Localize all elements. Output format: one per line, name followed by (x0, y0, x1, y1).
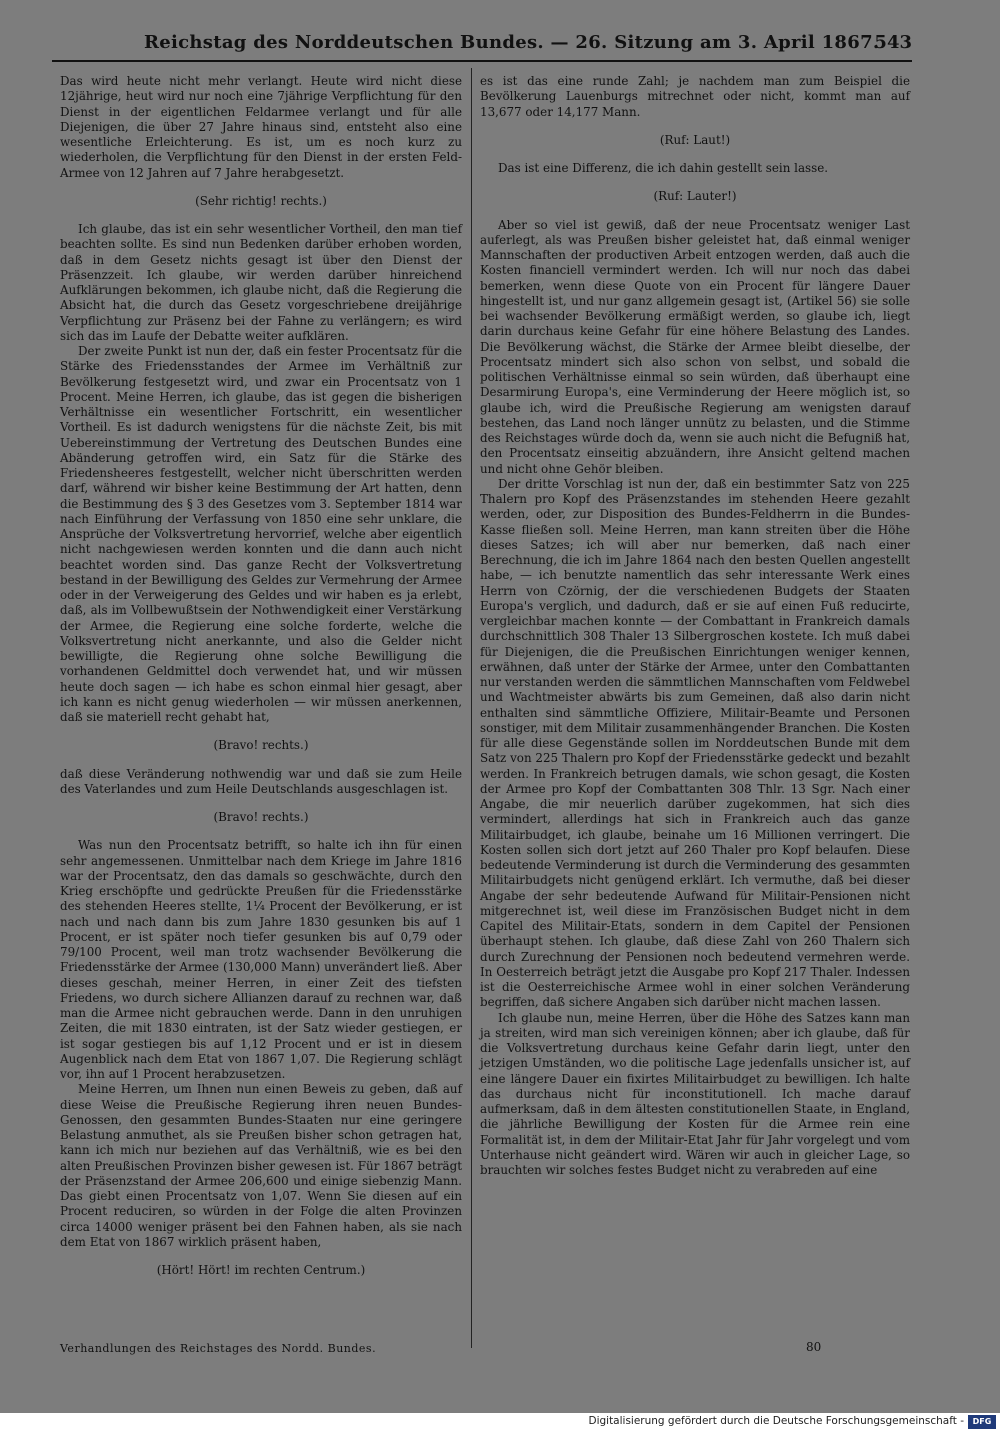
paragraph: Meine Herren, um Ihnen nun einen Beweis zu geben, daß auf diese Weise die Preußische Regierung ihren neuen Bundes-Genossen, den gesammten Bundes-Staaten nur eine geringere Belastung anmuthet, als sie Preußen bisher schon getragen hat, kann ich mich nur beziehen auf das Verhältniß, wie es bei den alten Preußischen Provinzen bisher gewesen ist. Für 1867 beträgt der Präsenzstand der Armee 206,600 und einige siebenzig Mann. Das giebt einen Procentsatz von 1,07. Wenn Sie diesen auf ein Procent reduciren, so würden in der Folge die alten Provinzen circa 14000 weniger präsent bei den Fahnen haben, als sie nach dem Etat von 1867 wirklich präsent haben, (60, 1082, 462, 1249)
paragraph: daß diese Veränderung nothwendig war und daß sie zum Heile des Vaterlandes und zum Heile Deutschlands ausgeschlagen ist. (60, 766, 462, 796)
paragraph: Das wird heute nicht mehr verlangt. Heute wird nicht diese 12jährige, heut wird nur noch eine 7jährige Verpflichtung für den Dienst in der eigentlichen Feldarmee verlangt und für alle Diejenigen, die über 27 Jahre hinaus sind, entsteht also eine wesentliche Erleichterung. Es ist, um es noch kurz zu wiederholen, die Verpflichtung für den Dienst in der ersten Feld-Armee von 12 Jahren auf 7 Jahre herabgesetzt. (60, 74, 462, 180)
paragraph: Der zweite Punkt ist nun der, daß ein fester Procentsatz für die Stärke des Friedensstandes der Armee im Verhältniß zur Bevölkerung festgesetzt wird, und zwar ein Procentsatz von 1 Procent. Meine Herren, ich glaube, das ist gegen die bisherigen Verhältnisse ein wesentlicher Fortschritt, ein wesentlicher Vortheil. Es ist dadurch wenigstens für die nächste Zeit, bis mit Uebereinstimmung der Vertretung des Deutschen Bundes eine Abänderung getroffen wird, ein Satz für die Stärke des Friedensheeres festgestellt, welcher nicht überschritten werden darf, während wir bisher keine Bestimmung der Art hatten, denn die Bestimmung des § 3 des Gesetzes vom 3. September 1814 war nach Einführung der Verfassung von 1850 eine sehr unklare, die Ansprüche der Volksvertretung hervorrief, welche aber eigentlich nicht nachgewiesen werden konnten und die dann auch nicht beachtet worden sind. Das ganze Recht der Volksvertretung bestand in der Bewilligung des Geldes zur Vermehrung der Armee oder in der Verweigerung des Geldes und wir haben es ja erlebt, daß, als im Vollbewußtsein der Nothwendigkeit einer Verstärkung der Armee, die Regierung eine solche forderte, welche die Volksvertretung nicht anerkannte, und also die Gelder nicht bewilligte, die Regierung ohne solche Bewilligung die vorhandenen Geldmittel doch verwendet hat, und wir müssen heute doch sagen — ich habe es schon einmal hier gesagt, aber ich kann es nicht genug wiederholen — wir müssen anerkennen, daß sie materiell recht gehabt hat, (60, 344, 462, 724)
header-title: Reichstag des Norddeutschen Bundes. — 26. Sitzung am 3. April 1867. (144, 32, 880, 53)
right-column (480, 74, 910, 1178)
running-header (52, 30, 912, 64)
interjection: (Hört! Hört! im rechten Centrum.) (156, 1263, 366, 1277)
dfg-credit-bar (0, 1413, 1000, 1432)
interjection: (Bravo! rechts.) (213, 738, 309, 753)
footer-signature: 80 (806, 1340, 822, 1354)
paragraph: Aber so viel ist gewiß, daß der neue Procentsatz weniger Last auferlegt, als was Preußen bisher geleistet hat, daß einmal weniger Mannschaften der productiven Arbeit entzogen werden, daß auch die Kosten financiell vermindert werden. Ich will nur noch das dabei bemerken, wenn diese Quote von ein Procent für längere Dauer hingestellt ist, und nur ganz allgemein gesagt ist, (Artikel 56) sie solle bei wachsender Bevölkerung ermäßigt werden, so glaube ich, liegt darin durchaus keine Gefahr für eine höhere Belastung des Landes. Die Bevölkerung wächst, die Stärke der Armee bleibt dieselbe, der Procentsatz mindert sich also schon von selbst, und sobald die politischen Verhältnisse einmal so sein würden, daß überhaupt eine Desarmirung Europa's, eine Verminderung der Heere möglich ist, so glaube ich, wird die Preußische Regierung am wenigsten darauf bestehen, das Land noch länger unnütz zu belasten, und die Stimme des Reichstages würde doch da, wenn sie auch nicht die Befugniß hat, den Procentsatz einseitig abzuändern, ihre Ansicht geltend machen und nicht ohne Gehör bleiben. (480, 217, 910, 476)
left-column (60, 74, 462, 1291)
paragraph: Das ist eine Differenz, die ich dahin gestellt sein lasse. (498, 161, 829, 175)
interjection: (Ruf: Laut!) (659, 132, 731, 147)
interjection: (Bravo! rechts.) (213, 810, 309, 824)
paragraph: Ich glaube nun, meine Herren, über die Höhe des Satzes kann man ja streiten, wird man sich vereinigen können; aber ich glaube, daß für die Volksvertretung durchaus keine Gefahr darin liegt, unter den jetzigen Umständen, wo die politische Lage jedenfalls unsicher ist, auf eine längere Dauer ein fixirtes Militairbudget zu bewilligen. Ich halte das durchaus nicht für inconstitutionell. Ich mache darauf aufmerksam, daß in dem ältesten constitutionellen Staate, in England, die jährliche Bewilligung der Kosten für die Armee rein eine Formalität ist, in dem der Militair-Etat Jahr für Jahr vorgelegt und vom Unterhause nicht geändert wird. Wären wir auch in gleicher Lage, so brauchten wir solches festes Budget nicht zu verabreden auf eine (480, 1010, 910, 1177)
column-divider (471, 68, 472, 1348)
interjection: (Sehr richtig! rechts.) (195, 193, 327, 208)
paragraph: Ich glaube, das ist ein sehr wesentlicher Vortheil, den man tief beachten sollte. Es sind nun Bedenken darüber erhoben worden, daß in dem Gesetz nichts gesagt ist über den Dienst der Präsenzzeit. Ich glaube, wir werden darüber hinreichend Aufklärungen bekommen, ich glaube nicht, daß die Regierung die Absicht hat, die durch das Gesetz vorgeschriebene dreijährige Verpflichtung zur Präsenz bei der Fahne zu verlängern; es wird sich das im Laufe der Debatte weiter aufklären. (60, 222, 462, 343)
interjection: (Ruf: Lauter!) (653, 189, 737, 204)
header-rule (52, 60, 912, 62)
paragraph: Der dritte Vorschlag ist nun der, daß ein bestimmter Satz von 225 Thalern pro Kopf des Präsenzstandes im stehenden Heere gezahlt werden, oder, zur Disposition des Bundes-Feldherrn in die Bundes-Kasse fließen soll. Meine Herren, man kann streiten über die Höhe dieses Satzes; ich will aber nur bemerken, daß nach einer Berechnung, die ich im Jahre 1864 nach den besten Quellen angestellt habe, — ich benutzte namentlich das sehr interessante Werk eines Herrn von Czörnig, der die verschiedenen Budgets der Staaten Europa's verglich, und dadurch, daß er sie auf einen Fuß reducirte, vergleichbar machen konnte — der Combattant in Frankreich damals durchschnittlich 308 Thaler 13 Silbergroschen kostete. Ich muß dabei für Diejenigen, die die Preußischen Einrichtungen weniger kennen, erwähnen, daß unter der Stärke der Armee, unter den Combattanten nur verstanden werden die sämmtlichen Mannschaften vom Feldwebel und Wachtmeister abwärts bis zum Gemeinen, daß also darin nicht enthalten sind sämmtliche Offiziere, Militair-Beamte und Personen sonstiger, mit dem Militair zusammenhängender Branchen. Die Kosten für alle diese Gegenstände sollen im Norddeutschen Bunde mit dem Satz von 225 Thalern pro Kopf der Friedensstärke gedeckt und bezahlt werden. In Frankreich betrugen damals, wie schon gesagt, die Kosten der Armee pro Kopf der Combattanten 308 Thlr. 13 Sgr. Nach einer Angabe, die mir neuerlich darüber zugekommen, hat sich dies vermindert, allerdings hat sich in Frankreich auch das ganze Militairbudget, ich glaube, beinahe um 16 Millionen verringert. Die Kosten sollen sich dort jetzt auf 260 Thaler pro Kopf belaufen. Diese bedeutende Verminderung ist durch die Verminderung des gesammten Militairbudgets nicht genügend erklärt. Ich vermuthe, daß bei dieser Angabe der sehr bedeutende Aufwand für Militair-Pensionen nicht mitgerechnet ist, weil diese im Französischen Budget nicht in dem Capitel des Militair-Etats, sondern in dem Capitel der Pensionen überhaupt stehen. Ich glaube, daß diese Zahl von 260 Thalern sich durch Zurechnung der Pensionen noch bedeutend vermehren werde. In Oesterreich beträgt jetzt die Ausgabe pro Kopf 217 Thaler. Indessen ist die Oesterreichische Armee wohl in einer solchen Veränderung begriffen, daß sichere Angaben sich darüber nicht machen lassen. (480, 476, 910, 1010)
page-number: 543 (874, 32, 912, 53)
paragraph: es ist das eine runde Zahl; je nachdem man zum Beispiel die Bevölkerung Lauenburgs mitrechnet oder nicht, kommt man auf 13,677 oder 14,177 Mann. (480, 74, 910, 119)
paragraph: Was nun den Procentsatz betrifft, so halte ich ihn für einen sehr angemessenen. Unmittelbar nach dem Kriege im Jahre 1816 war der Procentsatz, den das damals so geschwächte, durch den Krieg erschöpfte und gedrückte Preußen für die Friedensstärke des stehenden Heeres stellte, 1¼ Procent der Bevölkerung, er ist nach und nach dann bis zum Jahre 1830 gesunken bis auf 1 Procent, er ist später noch tiefer gesunken bis auf 0,79 oder 79/100 Procent, weil man trotz wachsender Bevölkerung die Friedensstärke der Armee (130,000 Mann) unverändert ließ. Aber dieses geschah, meiner Herren, in einer Zeit des tiefsten Friedens, wo durch sichere Allianzen darauf zu rechnen war, daß man die Armee nicht gebrauchen werde. Dann in den unruhigen Zeiten, die mit 1830 eintraten, ist der Satz wieder gestiegen, er ist sogar gestiegen bis auf 1,12 Procent und er ist in diesem Augenblick nach dem Etat von 1867 1,07. Die Regierung schlägt vor, ihn auf 1 Procent herabzusetzen. (60, 838, 462, 1081)
dfg-logo: DFG (968, 1415, 996, 1429)
footer-publication-line: Verhandlungen des Reichstages des Nordd. Bundes. (60, 1342, 377, 1355)
dfg-credit-text: Digitalisierung gefördert durch die Deutsche Forschungsgemeinschaft - (588, 1415, 964, 1427)
